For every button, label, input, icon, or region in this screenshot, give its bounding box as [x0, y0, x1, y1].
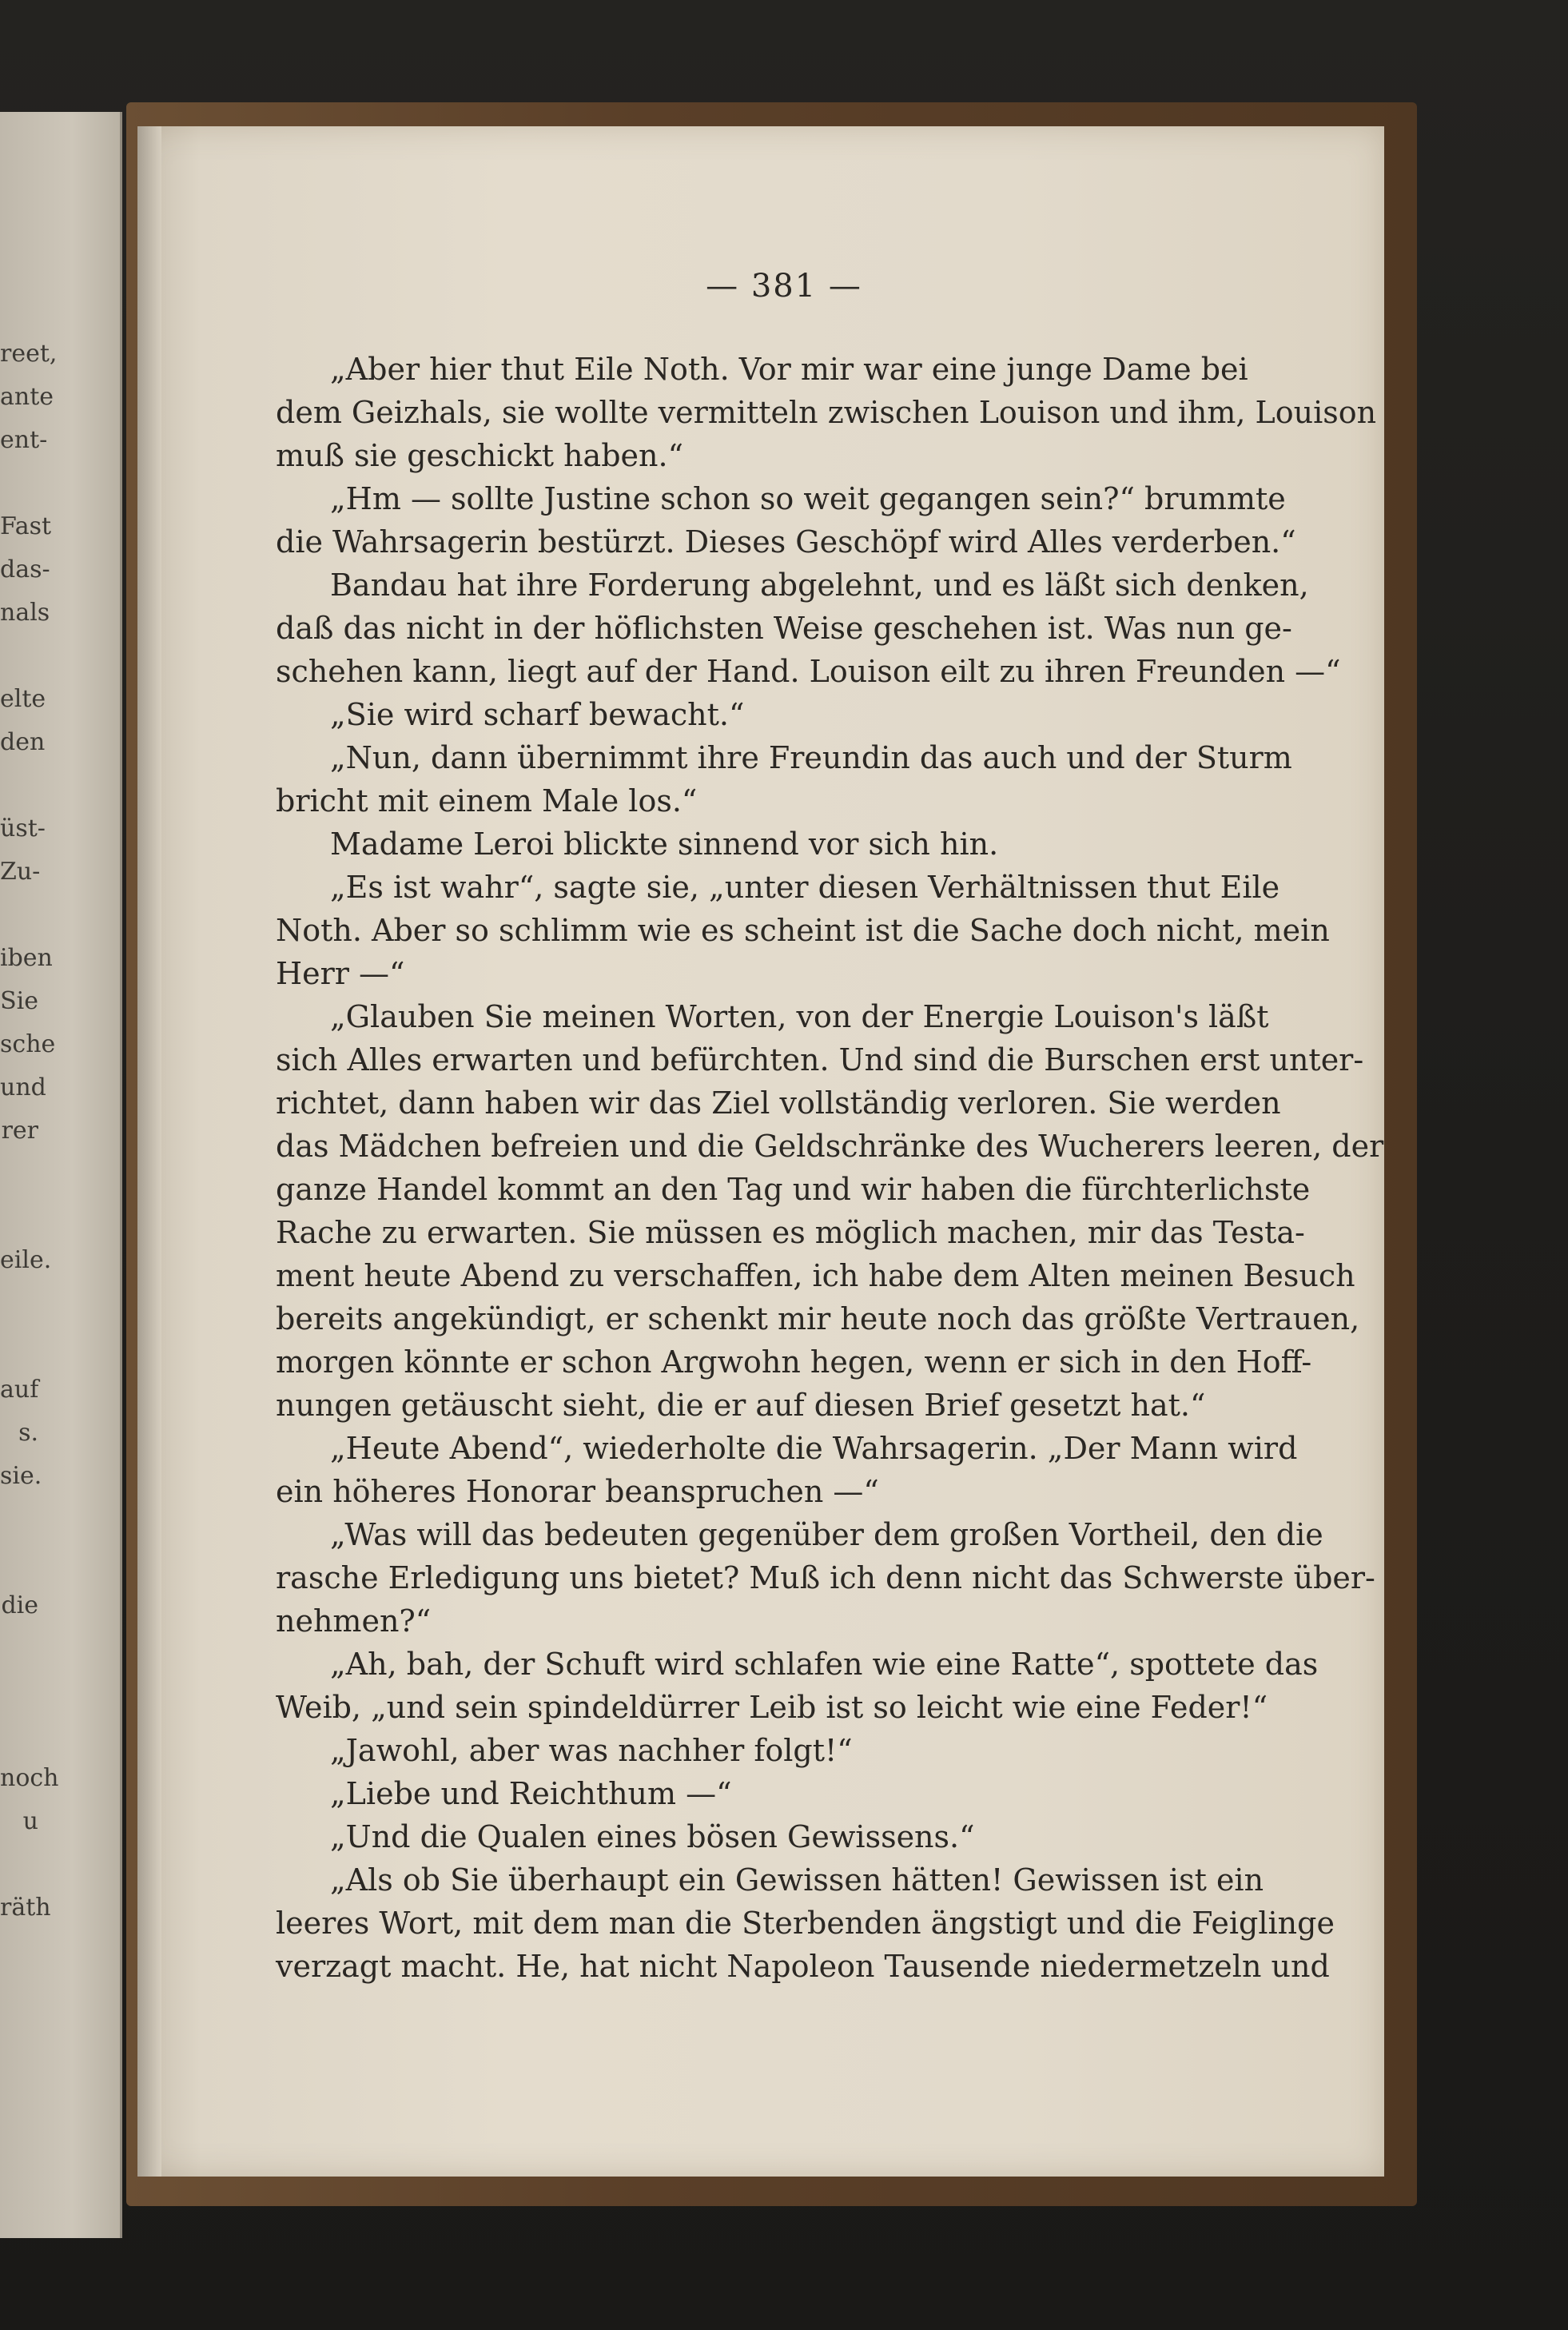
left-page-fragment: noch [0, 1764, 59, 1792]
left-page-fragment: rer [1, 1117, 38, 1145]
text-line: verzagt macht. He, hat nicht Napoleon Tausende niedermetzeln und [276, 1949, 1330, 1984]
text-line: bereits angekündigt, er schenkt mir heute noch das größte Vertrauen, [276, 1301, 1360, 1336]
left-page-fragment: nals [0, 599, 50, 627]
text-line: „Liebe und Reichthum —“ [330, 1776, 732, 1811]
text-line: das Mädchen befreien und die Geldschränke des Wucherers leeren, der [276, 1129, 1384, 1164]
left-page-fragment: das- [0, 556, 50, 583]
text-line: daß das nicht in der höflichsten Weise geschehen ist. Was nun ge- [276, 611, 1292, 646]
left-page-fragment: reet, [0, 340, 58, 368]
text-line: richtet, dann haben wir das Ziel vollständig verloren. Sie werden [276, 1085, 1281, 1121]
left-page-fragment: elte [0, 685, 46, 713]
text-line: „Heute Abend“, wiederholte die Wahrsagerin. „Der Mann wird [330, 1431, 1298, 1466]
text-line: Herr —“ [276, 956, 405, 991]
text-line: Weib, „und sein spindeldürrer Leib ist so leicht wie eine Feder!“ [276, 1690, 1268, 1725]
text-line: „Es ist wahr“, sagte sie, „unter diesen Verhältnissen thut Eile [330, 870, 1280, 905]
text-line: schehen kann, liegt auf der Hand. Louison eilt zu ihren Freunden —“ [276, 654, 1341, 689]
text-line: „Nun, dann übernimmt ihre Freundin das auch und der Sturm [330, 740, 1292, 775]
text-line: bricht mit einem Male los.“ [276, 783, 698, 818]
left-page-fragment: sche [0, 1030, 56, 1058]
left-page-fragment: Zu- [0, 858, 41, 886]
left-page-fragment: Sie [0, 987, 38, 1015]
page-gutter [137, 126, 161, 2177]
left-page-fragment: die [1, 1591, 38, 1619]
text-line: „Was will das bedeuten gegenüber dem großen Vortheil, den die [330, 1517, 1323, 1552]
page-number: — 381 — [706, 268, 862, 305]
text-line: „Aber hier thut Eile Noth. Vor mir war eine junge Dame bei [330, 352, 1248, 387]
text-line: leeres Wort, mit dem man die Sterbenden ängstigt und die Feiglinge [276, 1906, 1335, 1941]
left-page-fragment: sie. [0, 1462, 42, 1490]
text-line: Madame Leroi blickte sinnend vor sich hin. [330, 826, 999, 862]
left-page-fragment: üst- [0, 815, 46, 842]
text-line: „Ah, bah, der Schuft wird schlafen wie eine Ratte“, spottete das [330, 1647, 1319, 1682]
text-line: morgen könnte er schon Argwohn hegen, wenn er sich in den Hoff- [276, 1344, 1312, 1380]
text-line: „Glauben Sie meinen Worten, von der Energie Louison's läßt [330, 999, 1269, 1034]
text-line: „Als ob Sie überhaupt ein Gewissen hätten! Gewissen ist ein [330, 1862, 1264, 1898]
left-page-fragment: auf [0, 1376, 39, 1404]
text-line: ein höheres Honorar beanspruchen —“ [276, 1474, 879, 1509]
text-line: rasche Erledigung uns bietet? Muß ich denn nicht das Schwerste über- [276, 1560, 1375, 1595]
text-line: „Hm — sollte Justine schon so weit gegangen sein?“ brummte [330, 481, 1286, 516]
text-line: ment heute Abend zu verschaffen, ich habe dem Alten meinen Besuch [276, 1258, 1355, 1293]
text-line: Rache zu erwarten. Sie müssen es möglich machen, mir das Testa- [276, 1215, 1305, 1250]
left-page-fragment: Fast [0, 512, 52, 540]
left-page-fragment: und [0, 1073, 46, 1101]
text-line: Bandau hat ihre Forderung abgelehnt, und es läßt sich denken, [330, 568, 1309, 603]
text-line: „Und die Qualen eines bösen Gewissens.“ [330, 1819, 975, 1854]
text-line: ganze Handel kommt an den Tag und wir haben die fürchterlichste [276, 1172, 1311, 1207]
text-line: die Wahrsagerin bestürzt. Dieses Geschöpf wird Alles verderben.“ [276, 524, 1296, 560]
left-page-fragment: eile. [0, 1246, 52, 1274]
text-line: sich Alles erwarten und befürchten. Und sind die Burschen erst unter- [276, 1042, 1364, 1077]
text-line: Noth. Aber so schlimm wie es scheint ist die Sache doch nicht, mein [276, 913, 1330, 948]
page-text [276, 348, 1384, 1988]
left-page-fragment: ante [0, 383, 54, 411]
left-page-fragment: räth [0, 1894, 51, 1922]
text-line: muß sie geschickt haben.“ [276, 438, 683, 473]
left-page-fragment: iben [0, 944, 53, 972]
text-line: nehmen?“ [276, 1603, 432, 1639]
text-line: „Jawohl, aber was nachher folgt!“ [330, 1733, 853, 1768]
left-page-fragment: ent- [0, 426, 48, 454]
text-line: nungen getäuscht sieht, die er auf diesen Brief gesetzt hat.“ [276, 1388, 1206, 1423]
left-page-fragment: den [0, 728, 46, 756]
left-page-fragment: u [22, 1807, 38, 1835]
text-line: „Sie wird scharf bewacht.“ [330, 697, 745, 732]
left-page-fragment: s. [18, 1419, 38, 1447]
left-facing-page [0, 112, 122, 2238]
text-line: dem Geizhals, sie wollte vermitteln zwischen Louison und ihm, Louison [276, 395, 1377, 430]
